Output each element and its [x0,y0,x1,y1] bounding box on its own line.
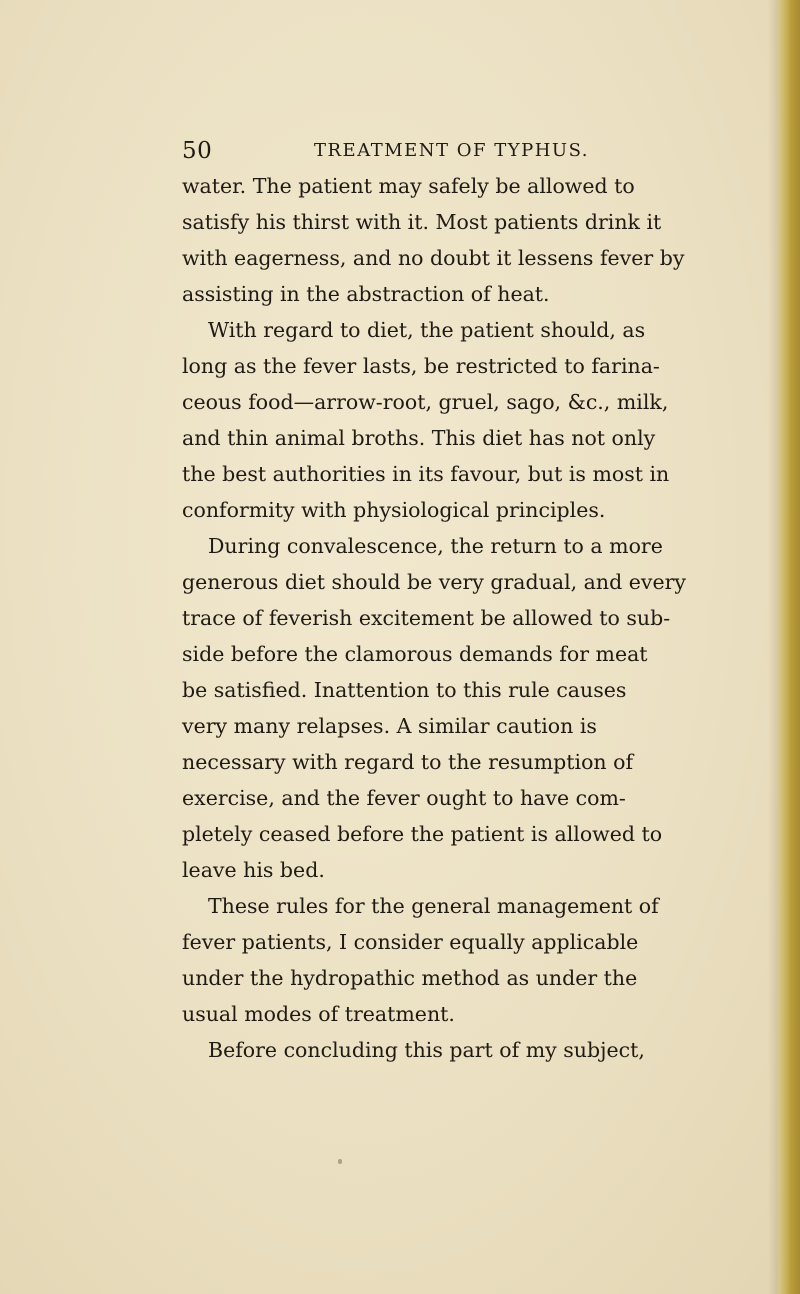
text-line: During convalescence, the return to a more [208,534,663,558]
page-edge-shadow [768,0,778,1294]
paper-speck [338,1159,342,1164]
text-line: with eagerness, and no doubt it lessens fever by [182,246,685,270]
text-line: Before concluding this part of my subject, [208,1038,645,1062]
text-line: With regard to diet, the patient should, as [208,318,646,342]
page-number: 50 [182,138,213,164]
text-line: under the hydropathic method as under the [182,966,638,990]
text-line: the best authorities in its favour, but is most in [182,462,670,486]
text-line: ceous food—arrow-root, gruel, sago, &c., milk, [182,390,669,414]
text-line: pletely ceased before the patient is allowed to [182,822,663,846]
text-line: leave his bed. [182,858,325,882]
running-title: TREATMENT OF TYPHUS. [314,140,590,161]
text-line: water. The patient may safely be allowed to [182,174,635,198]
text-line: side before the clamorous demands for meat [182,642,648,666]
text-line: and thin animal broths. This diet has not only [182,426,656,450]
text-line: be satisfied. Inattention to this rule causes [182,678,627,702]
text-line: satisfy his thirst with it. Most patients drink it [182,210,662,234]
text-line: conformity with physiological principles. [182,498,606,522]
text-line: usual modes of treatment. [182,1002,455,1026]
page-gilt-edge [778,0,800,1294]
text-line: These rules for the general management of [208,894,659,918]
text-line: trace of feverish excitement be allowed to sub- [182,606,671,630]
text-line: very many relapses. A similar caution is [182,714,597,738]
text-line: long as the fever lasts, be restricted to farina- [182,354,660,378]
text-line: necessary with regard to the resumption of [182,750,634,774]
text-line: fever patients, I consider equally applicable [182,930,639,954]
text-line: assisting in the abstraction of heat. [182,282,550,306]
text-line: generous diet should be very gradual, and every [182,570,686,594]
running-header [182,138,702,170]
text-line: exercise, and the fever ought to have com- [182,786,626,810]
